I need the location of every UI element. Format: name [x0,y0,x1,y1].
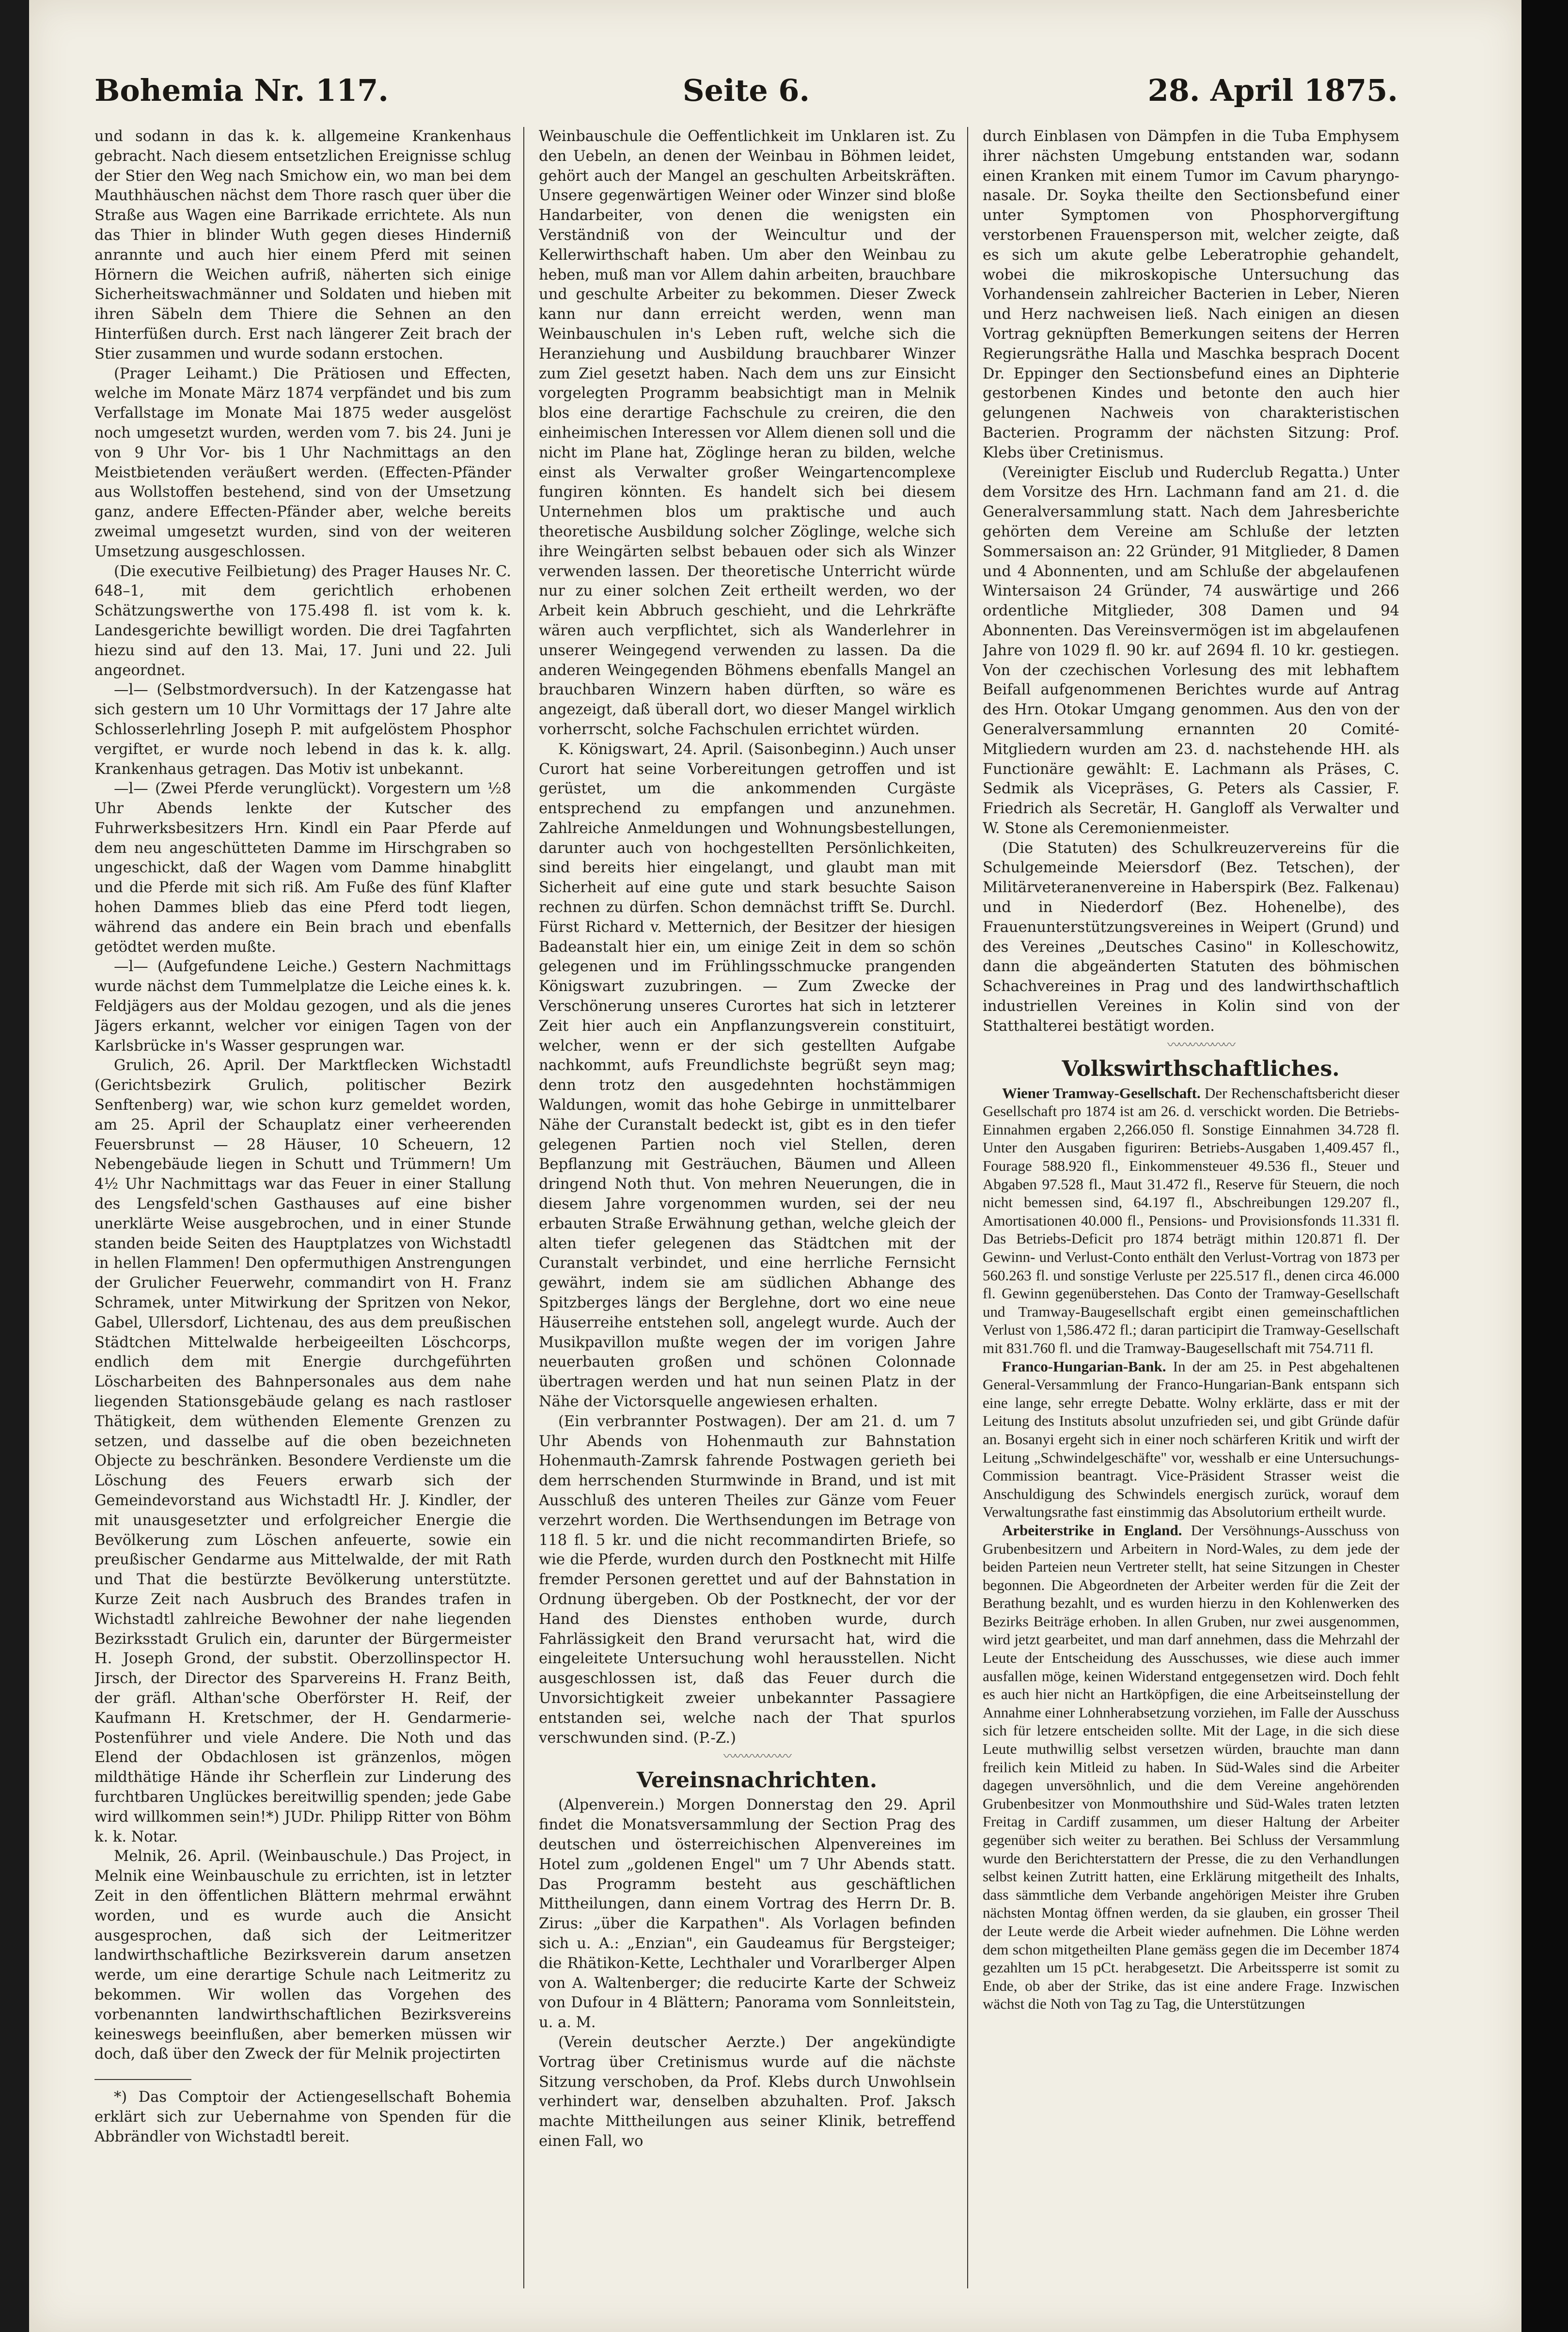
article-paragraph: Grulich, 26. April. Der Marktflecken Wichstadtl (Gerichtsbezirk Grulich, politischer Bezirk Senftenberg) war, wie schon kurz gemeldet worden, am 25. April der Schauplatz einer verheerenden Feuersbrunst — 28 Häuser, 10 Scheuern, 12 Nebengebäude liegen in Schutt und Trümmern! Um 4½ Uhr Nachmittags war das Feuer in einer Stallung des Lengsfeld'schen Gasthauses auf eine bisher unerklärte Weise ausgebrochen, und in einer Stunde standen beide Seiten des Hauptplatzes von Wichstadtl in hellen Flammen! Den opfermuthigen Anstrengungen der Grulicher Feuerwehr, commandirt von H. Franz Schramek, unter Mitwirkung der Spritzen von Nekor, Gabel, Ullersdorf, Lichtenau, des aus dem preußischen Städtchen Mittelwalde herbeigeeilten Löschcorps, endlich dem mit Energie durchgeführten Löscharbeiten des Bahnpersonales aus dem nahe liegenden Stationsgebäude gelang es nach rastloser Thätigkeit, dem wüthenden Elemente Grenzen zu setzen, und dasselbe auf die oben bezeichneten Objecte zu beschränken. Besondere Verdienste um die Löschung des Feuers erwarb sich der Gemeindevorstand aus Wichstadtl Hr. J. Kindler, der mit unausgesetzter und erfolgreicher Energie die Bevölkerung zum Löschen anfeuerte, sowie ein preußischer Gendarme aus Mittelwalde, der mit Rath und That die bestürzte Bevölkerung unterstützte. Kurze Zeit nach Ausbruch des Brandes trafen in Wichstadtl zahlreiche Bewohner der nahe liegenden Bezirksstadt Grulich ein, darunter der Bürgermeister H. Joseph Grond, der substit. Oberzollinspector H. Jirsch, der Director des Sparvereins H. Franz Beith, der gräfl. Althan'sche Oberförster H. Reif, der Kaufmann H. Kretschmer, der H. Gendarmerie-Postenführer und viele Andere. Die Noth und das Elend der Obdachlosen ist gränzenlos, mögen mildthätige Hände ihr Scherflein zur Linderung des furchtbaren Unglückes bereitwillig spenden; jede Gabe wird willkommen sein!*) JUDr. Philipp Ritter von Böhm k. k. Notar. [94,1057,511,1845]
column-rule-1 [523,127,524,2288]
article-text: In der am 25. in Pest abgehaltenen General-Versammlung der Franco-Hungarian-Bank entspann sich eine lange, sehr erregte Debatte. Wolny erklärte, dass er mit der Leitung des Instituts absolut unzufrieden sei, und gibt Gründe dafür an. Bosanyi ergeht sich in einer noch schärferen Kritik und wirft der Leitung „Schwindelgeschäfte" vor, wesshalb er eine Untersuchungs-Commission beantragt. Vice-Präsident Strasser weist die Anschuldigung des Schwindels energisch zurück, worauf dem Verwaltungsrathe fast einstimmig das Absolutorium ertheilt wurde. [983,1357,1399,1521]
column-rule-2 [967,127,968,2288]
article-heading: Wiener Tramway-Gesellschaft. [1002,1084,1201,1102]
article-paragraph: Melnik, 26. April. (Weinbauschule.) Das Project, in Melnik eine Weinbauschule zu errichten, ist in letzter Zeit in den öffentlichen Blättern mehrmal erwähnt worden, und es wurde auch die Ansicht ausgesprochen, daß sich der Leitmeritzer landwirthschaftliche Bezirksverein darum ansetzen werde, um eine derartige Schule nach Leitmeritz zu bekommen. Wir wollen das Vorgehen des vorbenannten landwirthschaftlichen Bezirksvereins keineswegs beeinflußen, aber bemerken müssen wir doch, daß über den Zweck der für Melnik projectirten [94,1848,511,2063]
section-title-vereinsnachrichten: Vereinsnachrichten. [636,1768,878,1793]
article-paragraph: (Ein verbrannter Postwagen). Der am 21. d. um 7 Uhr Abends von Hohenmauth zur Bahnstation Hohenmauth-Zamrsk fahrende Postwagen gerieth bei dem herrschenden Sturmwinde in Brand, und ist mit Ausschluß des unteren Theiles zur Gänze vom Feuer verzehrt worden. Die Werthsendungen im Betrage von 118 fl. 5 kr. und die nicht recommandirten Briefe, so wie die Pferde, wurden durch den Postknecht mit Hilfe fremder Personen gerettet und auf der Bahnstation in Ordnung übergeben. Ob der Postknecht, der vor der Hand des Dienstes enthoben wurde, durch Fahrlässigkeit den Brand verursacht hat, wird die eingeleitete Untersuchung wohl herausstellen. Nicht ausgeschlossen ist, daß das Feuer durch die Unvorsichtigkeit zweier unbekannter Passagiere entstanden sei, welche nach der That spurlos verschwunden sind. (P.-Z.) [539,1413,956,1747]
article-paragraph: K. Königswart, 24. April. (Saisonbeginn.) Auch unser Curort hat seine Vorbereitungen getroffen und ist gerüstet, um die ankommenden Curgäste entsprechend zu empfangen und anzunehmen. Zahlreiche Anmeldungen und Wohnungsbestellungen, darunter auch von hochgestellten Persönlichkeiten, sind bereits hier eingelangt, und glaubt man mit Sicherheit auf eine gute und stark besuchte Saison rechnen zu dürfen. Schon demnächst trifft Se. Durchl. Fürst Richard v. Metternich, der Besitzer der hiesigen Badeanstalt hier ein, um einige Zeit in dem so schön gelegenen und im Frühlingsschmucke prangenden Königswart zuzubringen. — Zum Zwecke der Verschönerung unseres Curortes hat sich in letzterer Zeit hier auch ein Anpflanzungsverein constituirt, welcher, wenn er der sich gestellten Aufgabe nachkommt, aufs Freundlichste begrüßt seyn mag; denn trotz den ausgedehnten hochstämmigen Waldungen, womit das hohe Gebirge in unmittelbarer Nähe der Curanstalt bedeckt ist, gibt es in den tiefer gelegenen Partien noch viel Stellen, deren Bepflanzung mit Gesträuchen, Bäumen und Alleen dringend Noth thut. Von mehren Neuerungen, die in diesem Jahre vorgenommen wurden, sei der neu erbauten Straße Erwähnung gethan, welche gleich der alten tiefer gelegenen das Städtchen mit der Curanstalt verbindet, und eine herrliche Fernsicht gewährt, indem sie am südlichen Abhange des Spitzberges längs der Berglehne, dort wo eine neue Häuserreihe entstehen soll, angelegt wurde. Auch der Musikpavillon mußte wegen der im vorigen Jahre neuerbauten großen und schönen Colonnade übertragen werden und hat nun seinen Platz in der Nähe der Victorsquelle angewiesen erhalten. [539,741,956,1410]
article-heading: Arbeiterstrike in England. [1002,1521,1182,1539]
article-paragraph: —l— (Zwei Pferde verunglückt). Vorgestern um ½8 Uhr Abends lenkte der Kutscher des Fuhrwerksbesitzers Hrn. Kindl ein Paar Pferde auf dem neu angeschütteten Damme im Hirschgraben so ungeschickt, daß der Wagen vom Damme hinabglitt und die Pferde mit sich riß. Am Fuße des fünf Klafter hohen Dammes blieb das eine Pferd todt liegen, während das andere ein Bein brach und ebenfalls getödtet werden mußte. [94,780,511,956]
article-paragraph: (Verein deutscher Aerzte.) Der angekündigte Vortrag über Cretinismus wurde auf die nächste Sitzung verschoben, da Prof. Klebs durch Unwohlsein verhindert war, denselben abzuhalten. Prof. Jaksch machte Mittheilungen aus seiner Klinik, betreffend einen Fall, wo [539,2033,956,2150]
article-paragraph: (Die executive Feilbietung) des Prager Hauses Nr. C. 648–1, mit dem gerichtlich erhobenen Schätzungswerthe von 175.498 fl. ist vom k. k. Landesgerichte bewilligt worden. Die drei Tagfahrten hiezu sind auf den 13. Mai, 17. Juni und 22. Juli angeordnet. [94,563,511,679]
article-paragraph: durch Einblasen von Dämpfen in die Tuba Emphysem ihrer nächsten Umgebung entstanden war, sodann einen Kranken mit einem Tumor im Cavum pharyngo-nasale. Dr. Soyka theilte den Sectionsbefund einer unter Symptomen von Phosphorvergiftung verstorbenen Frauensperson mit, welcher zeigte, daß es sich um akute gelbe Leberatrophie gehandelt, wobei die mikroskopische Untersuchung das Vorhandensein zahlreicher Bacterien in Leber, Nieren und Herz nachweisen ließ. Nach einigen an diesen Vortrag geknüpften Bemerkungen seitens der Herren Regierungsräthe Halla und Maschka besprach Docent Dr. Eppinger den Sectionsbefund eines an Diphterie gestorbenen Kindes und betonte den auch hier gelungenen Nachweis von charakteristischen Bacterien. Programm der nächsten Sitzung: Prof. Klebs über Cretinismus. [983,128,1399,461]
section-divider: 〰〰〰〰〰〰 [1167,1038,1234,1053]
section-divider: 〰〰〰〰〰〰 [723,1749,790,1765]
article-paragraph: —l— (Aufgefundene Leiche.) Gestern Nachmittags wurde nächst dem Tummelplatze die Leiche eines k. k. Feldjägers aus der Moldau gezogen, und als die jenes Jägers erkannt, welcher vor einigen Tagen von der Karlsbrücke in's Wasser gesprungen war. [94,958,511,1055]
article-paragraph: und sodann in das k. k. allgemeine Krankenhaus gebracht. Nach diesem entsetzlichen Ereignisse schlug der Stier den Weg nach Smichow ein, wo man bei dem Mauthhäuschen nächst dem Thore rasch quer über die Straße aus Wagen eine Barrikade errichtete. Als nun das Thier in blinder Wuth gegen dieses Hinderniß anrannte und auch hier einem Pferd mit seinen Hörnern die Weichen aufriß, näherten sich einige Sicherheitswachmänner und Soldaten und hieben mit ihren Säbeln dem Thiere die Sehnen an den Hinterfüßen durch. Erst nach längerer Zeit brach der Stier zusammen und wurde sodann erstochen. [94,128,511,362]
article-paragraph: —l— (Selbstmordversuch). In der Katzengasse hat sich gestern um 10 Uhr Vormittags der 17 Jahre alte Schlosserlehrling Joseph P. mit aufgelöstem Phosphor vergiftet, er wurde noch lebend in das k. k. allg. Krankenhaus getragen. Das Motiv ist unbekannt. [94,681,511,778]
column-3 [983,127,1399,2293]
article-paragraph: (Prager Leihamt.) Die Prätiosen und Effecten, welche im Monate März 1874 verpfändet und bis zum Verfallstage im Monate Mai 1875 weder ausgelöst noch umgesetzt wurden, werden vom 7. bis 24. Juni je von 9 Uhr Vor- bis 1 Uhr Nachmittags an den Meistbietenden veräußert werden. (Effecten-Pfänder aus Wollstoffen bestehend, sind von der Umsetzung ganz, andere Effecten-Pfänder aber, welche bereits zweimal umgesetzt wurden, sind von der weiteren Umsetzung ausgeschlossen. [94,365,511,560]
page-number: Seite 6. [682,73,810,108]
article-heading: Franco-Hungarian-Bank. [1002,1357,1166,1375]
page-header [94,73,1398,116]
economic-article [983,1521,1399,2013]
article-text: Der Versöhnungs-Ausschuss von Grubenbesitzern und Arbeitern in Nord-Wales, zu dem jede der beiden Parteien neun Vertreter stellt, hat seine Sitzungen in Chester begonnen. Die Abgeordneten der Arbeiter werden für die Zeit der Berathung bezahlt, und es wurden hierzu in den Kohlenwerken des Bezirks Beiträge erhoben. In allen Gruben, nur zwei ausgenommen, wird jetzt gearbeitet, und man darf annehmen, dass die Mehrzahl der Leute der Entscheidung des Ausschusses, wie diese auch immer ausfallen möge, keinen Widerstand entgegensetzen wird. Doch fehlt es auch hier nicht an Hartköpfigen, die eine Arbeitseinstellung der Annahme einer Lohnherabsetzung vorziehen, im Falle der Ausschuss sich für letzere entscheiden sollte. Mit der Lage, in die sich diese Leute muthwillig selbst versetzen würden, brauchte man dann freilich kein Mitleid zu haben. In Süd-Wales sind die Arbeiter dagegen unversöhnlich, und die dem Vereine angehörenden Grubenbesitzer von Monmouthshire und Süd-Wales traten letzten Freitag in Cardiff zusammen, um dieser Haltung der Arbeiter gegenüber sich weiter zu berathen. Bei Schluss der Versammlung wurde den Berichterstattern der Presse, die zu den Verhandlungen selbst keinen Zutritt hatten, eine Erklärung mitgetheilt des Inhalts, dass sämmtliche dem Verbande angehörigen Meister ihre Gruben nächsten Montag öffnen werden, da sie glauben, ein grosser Theil der Leute werde die Arbeit wieder aufnehmen. Die Löhne werden dem schon mitgetheilten Plane gemäss gegen die im December 1874 gezahlten um 15 pCt. herabgesetzt. Die Arbeitssperre ist somit zu Ende, ob aber der Strike, das ist eine andere Frage. Inzwischen wächst die Noth von Tag zu Tag, die Unterstützungen [983,1521,1399,2013]
article-text: Der Rechenschaftsbericht dieser Gesellschaft pro 1874 ist am 26. d. verschickt worden. Die Betriebs-Einnahmen ergaben 2,266.050 fl. Sonstige Einnahmen 34.728 fl. Unter den Ausgaben figuriren: Betriebs-Ausgaben 1,409.457 fl., Fourage 588.920 fl., Einkommensteuer 49.536 fl., Steuer und Abgaben 97.528 fl., Maut 31.472 fl., Reserve für Steuern, die noch nicht bemessen sind, 64.197 fl., Abschreibungen 129.207 fl., Amortisationen 40.000 fl., Pensions- und Provisionsfonds 11.331 fl. Das Betriebs-Deficit pro 1874 beträgt mithin 120.871 fl. Der Gewinn- und Verlust-Conto enthält den Verlust-Vortrag von 1873 per 560.263 fl. und sonstige Verluste per 225.517 fl., denen circa 46.000 fl. Gewinn gegenüberstehen. Das Conto der Tramway-Gesellschaft und Tramway-Baugesellschaft ergibt einen gemeinschaftlichen Verlust von 1,586.472 fl.; daran participirt die Tramway-Gesellschaft mit 831.760 fl. und die Tramway-Baugesellschaft mit 754.711 fl. [983,1084,1399,1356]
issue-date: 28. April 1875. [1147,73,1398,108]
footnote: *) Das Comptoir der Actiengesellschaft Bohemia erklärt sich zur Uebernahme von Spenden für die Abbrändler von Wichstadtl bereit. [94,2089,511,2145]
section-title-volkswirthschaftliches: Volkswirthschaftliches. [1062,1056,1340,1081]
article-paragraph: (Vereinigter Eisclub und Ruderclub Regatta.) Unter dem Vorsitze des Hrn. Lachmann fand am 21. d. die Generalversammlung statt. Nach dem Jahresberichte gehörten dem Vereine am Schluße der letzten Sommersaison an: 22 Gründer, 91 Mitglieder, 8 Damen und 4 Abonnenten, und am Schluße der abgelaufenen Wintersaison 24 Gründer, 74 auswärtige und 266 ordentliche Mitglieder, 308 Damen und 94 Abonnenten. Das Vereinsvermögen ist im abgelaufenen Jahre von 1029 fl. 90 kr. auf 2694 fl. 10 kr. gestiegen. Von der czechischen Vorlesung des mit lebhaftem Beifall aufgenommenen Berichtes wurde auf Antrag des Hrn. Otokar Umgang genommen. Aus den von der Generalversammlung ernannten 20 Comité-Mitgliedern wurden am 23. d. nachstehende HH. als Functionäre gewählt: E. Lachmann als Präses, C. Sedmik als Vicepräses, G. Peters als Cassier, F. Friedrich als Secretär, H. Gangloff als Verwalter und W. Stone als Ceremonienmeister. [983,464,1399,837]
article-paragraph: (Alpenverein.) Morgen Donnerstag den 29. April findet die Monatsversammlung der Section Prag des deutschen und österreichischen Alpenvereines im Hotel zum „goldenen Engel" um 7 Uhr Abends statt. Das Programm besteht aus geschäftlichen Mittheilungen, dann einem Vortrag des Herrn Dr. B. Zirus: „über die Karpathen". Als Vorlagen befinden sich u. A.: „Enzian", ein Gaudeamus für Bergsteiger; die Rhätikon-Kette, Lechthaler und Vorarlberger Alpen von A. Waltenberger; die reducirte Karte der Schweiz von Dufour in 4 Blättern; Panorama vom Sonnleitstein, u. a. M. [539,1796,956,2032]
column-2 [539,127,956,2293]
footnote-separator [94,2079,191,2080]
economic-article [983,1084,1399,1357]
masthead-issue: Bohemia Nr. 117. [94,73,389,108]
economic-article [983,1357,1399,1521]
scan-edge [1521,0,1568,2332]
article-paragraph: Weinbauschule die Oeffentlichkeit im Unklaren ist. Zu den Uebeln, an denen der Weinbau in Böhmen leidet, gehört auch der Mangel an geschulten Arbeitskräften. Unsere gegenwärtigen Weiner oder Winzer sind bloße Handarbeiter, von denen die wenigsten ein Verständniß von der Weincultur und der Kellerwirthschaft haben. Um aber den Weinbau zu heben, muß man vor Allem dahin arbeiten, brauchbare und geschulte Arbeiter zu bekommen. Dieser Zweck kann nur dann erreicht werden, wenn man Weinbauschulen in's Leben ruft, welche sich die Heranziehung und Ausbildung brauchbarer Winzer zum Ziel gesetzt haben. Nach dem uns zur Einsicht vorgelegten Programm beabsichtigt man in Melnik blos eine derartige Fachschule zu creiren, die den einheimischen Interessen vor Allem dienen soll und die nicht im Plane hat, Zöglinge heran zu bilden, welche einst als Verwalter großer Weingartencomplexe fungiren könnten. Es handelt sich bei diesem Unternehmen blos um praktische und auch theoretische Ausbildung solcher Zöglinge, welche sich ihre Weingärten selbst bebauen oder sich als Winzer verwenden lassen. Der theoretische Unterricht würde nur zu einer solchen Zeit ertheilt werden, wo der Arbeit kein Abbruch geschieht, und die Lehrkräfte wären auch verpflichtet, sich als Wanderlehrer in unserer Weingegend verwenden zu lassen. Da die anderen Weingegenden Böhmens ebenfalls Mangel an brauchbaren Winzern haben dürften, so wäre es angezeigt, daß überall dort, wo dieser Mangel wirklich vorherrscht, solche Fachschulen errichtet würden. [539,128,956,738]
article-paragraph: (Die Statuten) des Schulkreuzervereins für die Schulgemeinde Meiersdorf (Bez. Tetschen), der Militärveteranenvereine in Haberspirk (Bez. Falkenau) und in Niederdorf (Bez. Hohenelbe), des Frauenunterstützungsvereines in Weipert (Grund) und des Vereines „Deutsches Casino" in Kolleschowitz, dann die abgeänderten Statuten des böhmischen Schachvereines in Prag und des landwirthschaftlich industriellen Vereines in Kolin sind von der Statthalterei bestätigt worden. [983,839,1399,1035]
column-1 [94,127,511,2293]
